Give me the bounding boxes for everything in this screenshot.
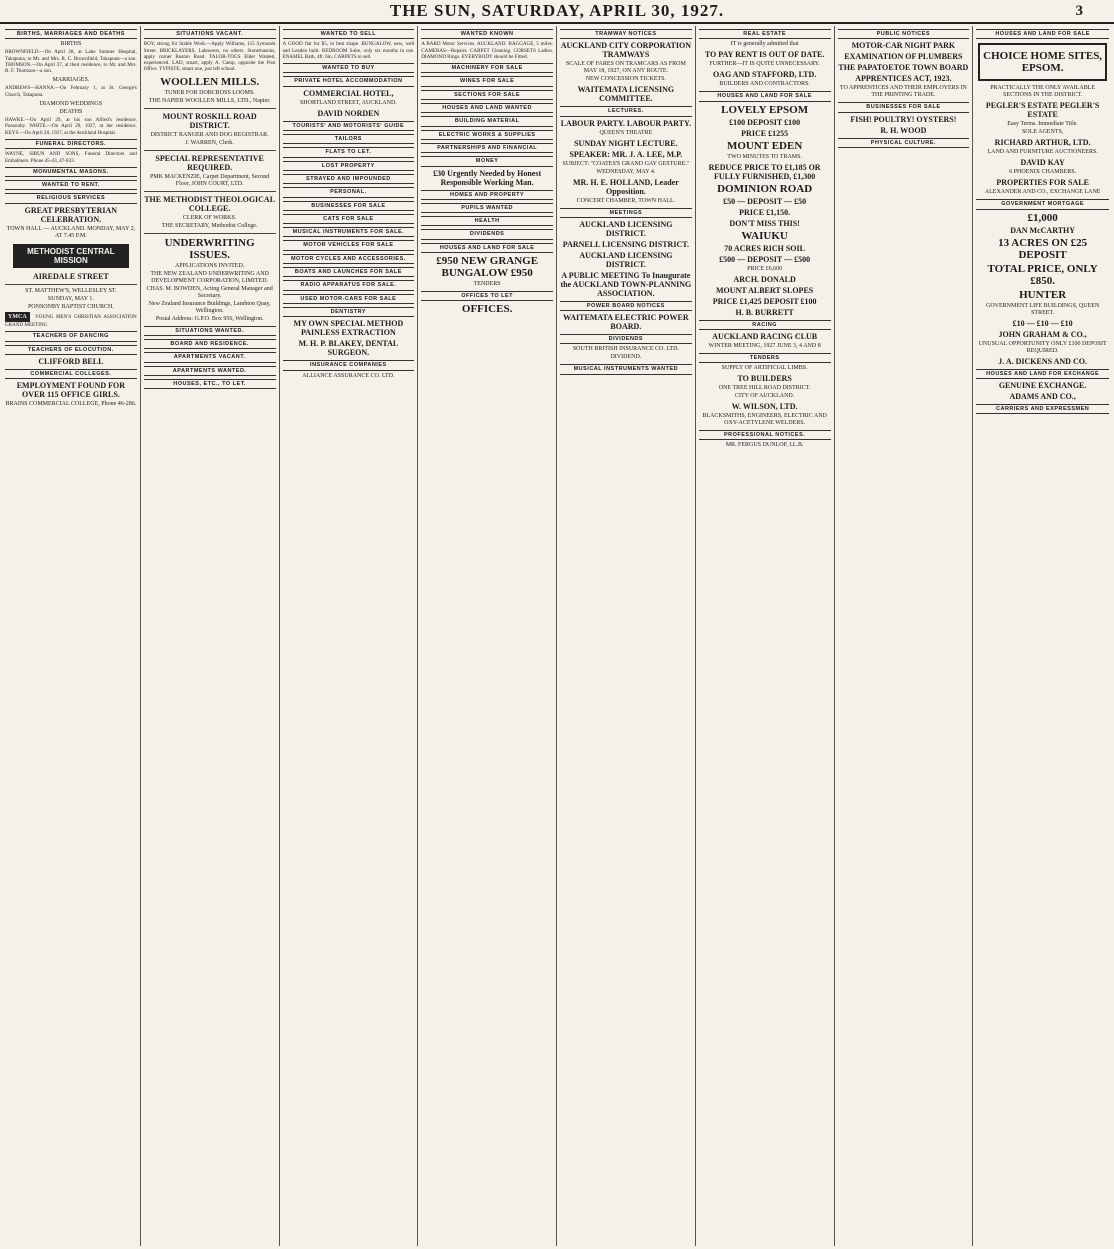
section-head: HOUSES AND LAND FOR SALE — [421, 243, 553, 253]
section-head: PRIVATE HOTEL ACCOMMODATION — [283, 76, 415, 86]
ad-headline: FISH! POULTRY! OYSTERS! — [850, 114, 957, 124]
section-head: STRAYED AND IMPOUNDED — [283, 174, 415, 184]
ad-headline: PROPERTIES FOR SALE — [996, 178, 1089, 188]
masthead — [0, 0, 1114, 24]
ad-headline: EMPLOYMENT FOUND FOR OVER 115 OFFICE GIRLS. — [16, 381, 126, 400]
section-head: HOUSES AND LAND FOR SALE — [976, 29, 1109, 39]
ad-headline: CLIFFORD BELL — [38, 356, 104, 366]
section-head: CARRIERS AND EXPRESSMEN — [976, 404, 1109, 414]
ad-line: CONCERT CHAMBER, TOWN HALL. — [576, 197, 676, 204]
divider — [5, 284, 137, 285]
section-head: USED MOTOR-CARS FOR SALE — [283, 294, 415, 304]
ad-headline: GENUINE EXCHANGE. — [998, 380, 1087, 390]
section-head: HOUSES AND LAND FOR EXCHANGE — [976, 369, 1109, 379]
ad-headline: AUCKLAND RACING CLUB — [712, 331, 818, 341]
divider — [144, 108, 276, 109]
section-head: HOUSES AND LAND WANTED — [421, 103, 553, 113]
ad-headline: A PUBLIC MEETING To Inaugurate the AUCKLAND TOWN-PLANNING ASSOCIATION. — [560, 270, 692, 298]
section-head: MEETINGS — [560, 208, 692, 218]
ad-line: MR. FERGUS DUNLOP, LL.B. — [725, 442, 804, 449]
section-head: BIRTHS, MARRIAGES AND DEATHS — [5, 29, 137, 39]
methodist-logo: METHODIST CENTRAL MISSION — [13, 244, 129, 268]
ymca-logo: YMCA — [5, 312, 30, 322]
section-head: FLATS TO LET. — [283, 147, 415, 157]
ad-line: TOWN HALL — AUCKLAND. MONDAY, MAY 2, AT 7.45 P.M. — [6, 225, 136, 239]
ymca-notice — [5, 312, 137, 329]
column-3 — [280, 26, 419, 1246]
section-head: OFFICES TO LET — [421, 291, 553, 301]
section-head: FUNERAL DIRECTORS. — [5, 139, 137, 149]
column-8 — [973, 26, 1112, 1246]
section-head: SECTIONS FOR SALE — [421, 90, 553, 100]
notice: BOY, strong for Stable Work.—Apply Williams, 115 Symonds Street. BRICKLAYERS, Labourers, no others. Stonemasons, apply corner Boston Road. TALOR-TOGS Elder Wanted, experienced. LAD, smart, apply A. Camp, opposite the Post Office. TYPISTE, smart one, just left school. — [143, 41, 276, 73]
section-head: HOUSES AND LAND FOR SALE — [699, 91, 831, 101]
ad-headline: PRICE £1,150. — [739, 207, 791, 217]
ad-line: Postal Address: G.P.O. Box 956, Wellington. — [155, 315, 264, 322]
notice: BROWNFIELD.—On April 28, at Lake Sumner Hospital, Takapuna, to Mr. and Mrs. R. C. Brownfield, Takapuna—a son. THOMSON.—On April 27, at their residence, to Mr. and Mrs. R. F. Thomson—a son. — [5, 49, 137, 75]
ad-line: PMK MACKENZIE, Carpet Department, Second Floor, JOHN COURT, LTD. — [149, 173, 270, 187]
ad-line: SHORTLAND STREET, AUCKLAND. — [299, 99, 397, 106]
section-head: WANTED TO BUY — [283, 63, 415, 73]
ad-headline: ADAMS AND CO., — [1009, 391, 1076, 401]
ad-headline: DAN McCARTHY — [1010, 225, 1076, 235]
section-head: PROFESSIONAL NOTICES. — [699, 430, 831, 440]
ad-line: CHAS. M. BOWDEN, Acting General Manager and Secretary. — [146, 285, 273, 299]
ad-headline: RICHARD ARTHUR, LTD. — [994, 138, 1091, 148]
ad-line: GOVERNMENT LIFE BUILDINGS, QUEEN STREET. — [986, 302, 1100, 316]
page-number: 3 — [1075, 3, 1084, 19]
ad-line: ST. MATTHEW'S, WELLESLEY ST. — [25, 287, 117, 294]
ad-line: PRICE £6,600 — [747, 265, 783, 272]
ad-headline: W. WILSON, LTD. — [731, 402, 798, 412]
section-head: BOATS AND LAUNCHES FOR SALE — [283, 267, 415, 277]
ad-line: NEW CONCESSION TICKETS. — [585, 76, 667, 83]
ad-headline: SUNDAY NIGHT LECTURE. — [574, 138, 678, 148]
notice: ANDREWS—HANNA.—On February 1, at St. George's Church, Takapuna. — [5, 85, 137, 98]
ad-line: SOUTH BRITISH INSURANCE CO. LTD. — [572, 346, 679, 353]
section-head: SITUATIONS VACANT. — [144, 29, 276, 39]
section-head: WINES FOR SALE — [421, 76, 553, 86]
ad-line: SUNDAY, MAY 1. — [47, 295, 94, 302]
ad-headline: AUCKLAND LICENSING DISTRICT. — [579, 250, 673, 269]
ad-line: SCALE OF FARES ON TRAMCARS AS FROM MAY 18, 1927, ON ANY ROUTE. — [565, 61, 686, 75]
ad-headline: COMMERCIAL HOTEL, — [303, 88, 394, 98]
ad-headline: TO PAY RENT IS OUT OF DATE. — [704, 50, 825, 60]
section-head: PUPILS WANTED — [421, 203, 553, 213]
ad-headline: DOMINION ROAD — [717, 182, 813, 195]
ad-headline: HUNTER — [1019, 288, 1067, 301]
ad-line: WEDNESDAY, MAY 4. — [596, 168, 656, 175]
section-head: INSURANCE COMPANIES — [283, 360, 415, 370]
ad-headline: £10 — £10 — £10 — [1012, 318, 1073, 328]
section-head: WANTED TO RENT. — [5, 180, 137, 190]
section-head: PUBLIC NOTICES — [838, 29, 970, 39]
ad-headline: M. H. P. BLAKEY, DENTAL SURGEON. — [298, 339, 399, 358]
section-head: HOMES AND PROPERTY — [421, 190, 553, 200]
section-head: MONUMENTAL MASONS. — [5, 167, 137, 177]
ad-headline: 13 ACRES ON £25 DEPOSIT — [998, 236, 1088, 261]
ad-headline: GREAT PRESBYTERIAN CELEBRATION. — [24, 205, 118, 224]
notice: HAWKE.—On April 29, at his son Alfred's residence, Ponsonby. WHITE.—On April 29, 1927, at her residence. KEYS.—On April 28, 1927, at the Auckland Hospital. — [5, 117, 137, 136]
ad-line: TUNER FOR DOBCROSS LOOMS. — [164, 89, 255, 96]
section-head: RELIGIOUS SERVICES — [5, 193, 137, 203]
ad-headline: THE METHODIST THEOLOGICAL COLLEGE. — [144, 194, 276, 213]
ad-line: SUBJECT: "COATES'S GRAND GAY GESTURE." — [562, 160, 690, 167]
notice: A BARD Motor Services. AUCKLAND. BAGGAGE, 5 miles. CAMERAS—Repairs. CARPET Cleaning. CORSETS Ladies. DIAMOND Rings. EVERYBODY should be Fitted. — [421, 41, 553, 60]
section-head: MONEY — [421, 156, 553, 166]
ad-headline: PARNELL LICENSING DISTRICT. — [562, 239, 689, 249]
section-head: COMMERCIAL COLLEGES. — [5, 369, 137, 379]
ad-line: ALLIANCE ASSURANCE CO. LTD. — [302, 372, 395, 379]
ad-headline: THE PAPATOETOE TOWN BOARD — [838, 63, 969, 73]
ad-line: THE SECRETARY, Methodist College. — [161, 222, 258, 229]
ad-line: 6 PHOENIX CHAMBERS. — [1009, 169, 1077, 176]
ad-line: DIVIDEND. — [610, 354, 642, 361]
section-head: BUILDING MATERIAL — [421, 116, 553, 126]
ad-line: ONE TREE HILL ROAD DISTRICT. — [718, 385, 811, 392]
section-head: MUSICAL INSTRUMENTS FOR SALE. — [283, 227, 415, 237]
section-head: LECTURES. — [560, 106, 692, 116]
section-head: DIVIDENDS — [421, 229, 553, 239]
ad-headline: PRICE £1,425 DEPOSIT £100 — [712, 296, 817, 306]
divider — [144, 191, 276, 192]
section-head: MOTOR VEHICLES FOR SALE — [283, 240, 415, 250]
subhead: DIAMOND WEDDINGS — [39, 101, 103, 108]
section-head: TENDERS — [699, 353, 831, 363]
ad-line: DISTRICT RANGER AND DOG REGISTRAR. — [150, 131, 269, 138]
ad-line: BUILDERS AND CONTRACTORS. — [719, 81, 810, 88]
ad-line: TWO MINUTES TO TRAMS. — [727, 153, 802, 160]
columns — [2, 26, 1112, 1246]
ad-headline: WAITEMATA LICENSING COMMITTEE. — [577, 85, 675, 104]
section-head: BUSINESSES FOR SALE — [283, 201, 415, 211]
notice: WAYNE, SIBUN AND SONS, Funeral Directors and Embalmers. Phone 45-43, 47-833. — [5, 151, 137, 164]
subhead: DEATHS — [59, 109, 83, 116]
ad-headline: APPRENTICES ACT, 1923. — [855, 74, 952, 84]
ad-headline: PEGLER'S ESTATE PEGLER'S ESTATE — [985, 101, 1100, 120]
section-head: BUSINESSES FOR SALE — [838, 102, 970, 112]
section-head: MACHINERY FOR SALE — [421, 63, 553, 73]
ad-headline: MY OWN SPECIAL METHOD PAINLESS EXTRACTION — [293, 319, 404, 338]
ad-headline: £950 NEW GRANGE BUNGALOW £950 — [436, 255, 539, 280]
notice: A GOOD flat for $5, in best shape. BUNGALOW, new, well and Leaden built. BEDROOM Suite, only six months in use. ENAMEL Bath, 4ft. 6in. CARPETS to sell. — [282, 41, 415, 60]
ad-headline: 70 ACRES RICH SOIL — [724, 243, 805, 253]
ad-headline: £1,000 — [1027, 211, 1058, 224]
divider — [144, 150, 276, 151]
section-head: DIVIDENDS — [560, 334, 692, 344]
subhead: MARRIAGES. — [52, 77, 90, 84]
ad-line: APPLICATIONS INVITED. — [174, 262, 245, 269]
ad-headline: OAG AND STAFFORD, LTD. — [712, 70, 817, 80]
column-2 — [141, 26, 280, 1246]
ad-line: THE NEW ZEALAND UNDERWRITING AND DEVELOPMENT CORPORATION, LIMITED. — [150, 270, 269, 284]
ad-line: QUEEN'S THEATRE — [599, 129, 653, 136]
ad-headline: MOUNT EDEN — [726, 139, 803, 152]
section-head: PERSONAL. — [283, 187, 415, 197]
subhead: BIRTHS — [60, 41, 82, 48]
column-6 — [696, 26, 835, 1246]
section-head: REAL ESTATE — [699, 29, 831, 39]
section-head: LOST PROPERTY — [283, 161, 415, 171]
ad-headline: £500 — DEPOSIT — £500 — [719, 254, 811, 264]
ad-headline: AUCKLAND LICENSING DISTRICT. — [579, 219, 673, 238]
ad-headline: DAVID NORDEN — [317, 108, 380, 118]
ad-line: LAND AND FURNITURE AUCTIONEERS. — [987, 149, 1098, 156]
newspaper-title: THE SUN, SATURDAY, APRIL 30, 1927. — [389, 1, 725, 20]
ad-line: ALEXANDER AND CO., EXCHANGE LANE — [984, 189, 1101, 196]
section-head: TRAMWAY NOTICES — [560, 29, 692, 39]
ad-line: WINTER MEETING, 1927 JUNE 3, 4 AND 8 — [708, 342, 821, 349]
section-head: TAILORS — [283, 134, 415, 144]
section-head: RADIO APPARATUS FOR SALE. — [283, 280, 415, 290]
ad-line: THE NAPIER WOOLLEN MILLS, LTD., Napier. — [148, 97, 271, 104]
ad-headline: J. A. DICKENS AND CO. — [998, 356, 1087, 366]
ad-headline: EXAMINATION OF PLUMBERS — [844, 52, 963, 62]
ad-headline: R. H. WOOD — [880, 125, 927, 135]
ad-headline: OFFICES. — [461, 303, 513, 316]
section-head: CATS FOR SALE — [283, 214, 415, 224]
ad-headline: AIREDALE STREET — [32, 271, 109, 281]
column-5 — [557, 26, 696, 1246]
section-head: HEALTH — [421, 216, 553, 226]
ad-headline: SPEAKER: MR. J. A. LEE, M.P. — [569, 149, 683, 159]
section-head: WANTED KNOWN — [421, 29, 553, 39]
ymca-text: YOUNG MEN'S CHRISTIAN ASSOCIATION GRAND MEETING — [5, 313, 137, 329]
ad-headline: SPECIAL REPRESENTATIVE REQUIRED. — [155, 153, 264, 172]
ad-headline: MOUNT ROSKILL ROAD DISTRICT. — [162, 111, 257, 130]
section-head: SITUATIONS WANTED. — [144, 326, 276, 336]
section-head: MUSICAL INSTRUMENTS WANTED — [560, 364, 692, 374]
ad-line: IT is generally admitted that — [730, 41, 799, 48]
ad-line: CLERK OF WORKS. — [182, 214, 237, 221]
section-head: PARTNERSHIPS AND FINANCIAL — [421, 143, 553, 153]
ad-line: Easy Terms. Immediate Title. — [1007, 121, 1078, 128]
ad-headline: JOHN GRAHAM & CO., — [998, 329, 1087, 339]
section-head: TEACHERS OF DANCING — [5, 331, 137, 341]
ad-headline: MOTOR-CAR NIGHT PARK — [851, 41, 956, 51]
ad-line: SUPPLY OF ARTIFICIAL LIMBS. — [721, 365, 808, 372]
ad-line: SOLE AGENTS, — [1021, 129, 1064, 136]
ad-headline: WAIUKU — [741, 229, 788, 242]
ad-headline: H. B. BURRETT — [735, 307, 794, 317]
divider — [144, 233, 276, 234]
ad-headline: TO BUILDERS — [737, 374, 792, 384]
ad-headline: TOTAL PRICE, ONLY £850. — [987, 262, 1098, 287]
ad-headline: CHOICE HOME SITES, EPSOM. — [983, 50, 1103, 75]
section-head: APARTMENTS VACANT. — [144, 352, 276, 362]
ad-line: PONSONBY BAPTIST CHURCH. — [27, 303, 114, 310]
ad-headline: DON'T MISS THIS! — [729, 218, 800, 228]
ad-headline: AUCKLAND CITY CORPORATION TRAMWAYS — [560, 41, 691, 60]
ad-headline: MR. H. E. HOLLAND, Leader Opposition. — [572, 177, 679, 196]
section-head: POWER BOARD NOTICES — [560, 301, 692, 311]
ad-headline: £30 Urgently Needed by Honest Responsible Working Man. — [433, 168, 542, 187]
ad-line: BLACKSMITHS, ENGINEERS, ELECTRIC AND OXY-ACETYLENE WELDERS. — [702, 413, 827, 427]
ad-line: New Zealand Insurance Buildings, Lambton Quay, Wellington. — [148, 300, 271, 314]
ad-line: FURTHER—IT IS QUITE UNNECESSARY. — [709, 61, 820, 68]
ad-line: CITY OF AUCKLAND. — [734, 393, 795, 400]
section-head: PHYSICAL CULTURE. — [838, 138, 970, 148]
ad-line: TO APPRENTICES AND THEIR EMPLOYERS IN THE PRINTING TRADE. — [839, 85, 967, 99]
ad-line: BRAINS COMMERCIAL COLLEGE, Phone 46-286. — [5, 401, 137, 408]
ad-headline: PRICE £1255 — [741, 128, 789, 138]
ad-headline: MOUNT ALBERT SLOPES — [716, 285, 814, 295]
section-head: TOURISTS' AND MOTORISTS' GUIDE — [283, 121, 415, 131]
section-head: DENTISTRY — [283, 307, 415, 317]
ad-line: PRACTICALLY THE ONLY AVAILABLE SECTIONS IN THE DISTRICT. — [990, 85, 1096, 99]
section-head: MOTOR CYCLES AND ACCESSORIES. — [283, 254, 415, 264]
ad-headline: REDUCE PRICE TO £1,185 OR FULLY FURNISHED, £1,300 — [708, 162, 821, 181]
choice-ad — [978, 43, 1107, 81]
section-head: TEACHERS OF ELOCUTION. — [5, 345, 137, 355]
ad-headline: LABOUR PARTY. LABOUR PARTY. — [560, 118, 692, 128]
section-head: GOVERNMENT MORTGAGE — [976, 199, 1109, 209]
column-7 — [835, 26, 974, 1246]
ad-headline: WOOLLEN MILLS. — [160, 75, 260, 88]
section-head: APARTMENTS WANTED. — [144, 366, 276, 376]
ad-headline: LOVELY EPSOM — [721, 103, 809, 116]
ad-headline: ARCH. DONALD — [733, 274, 796, 284]
column-1 — [2, 26, 141, 1246]
ad-headline: UNDERWRITING ISSUES. — [164, 236, 255, 261]
section-head: HOUSES, ETC., TO LET. — [144, 379, 276, 389]
ad-headline: DAVID KAY — [1020, 158, 1065, 168]
ad-line: UNUSUAL OPPORTUNITY ONLY £100 DEPOSIT REQUIRED. — [978, 340, 1107, 354]
ad-headline: £50 — DEPOSIT — £50 — [723, 196, 807, 206]
ad-line: TENDERS — [473, 281, 501, 288]
column-4 — [418, 26, 557, 1246]
section-head: BOARD AND RESIDENCE. — [144, 339, 276, 349]
ad-headline: WAITEMATA ELECTRIC POWER BOARD. — [563, 313, 689, 332]
section-head: WANTED TO SELL — [283, 29, 415, 39]
section-head: RACING — [699, 320, 831, 330]
ad-line: J. WARREN, Clerk. — [185, 139, 234, 146]
section-head: ELECTRIC WORKS & SUPPLIES — [421, 130, 553, 140]
ad-headline: £100 DEPOSIT £100 — [729, 117, 801, 127]
